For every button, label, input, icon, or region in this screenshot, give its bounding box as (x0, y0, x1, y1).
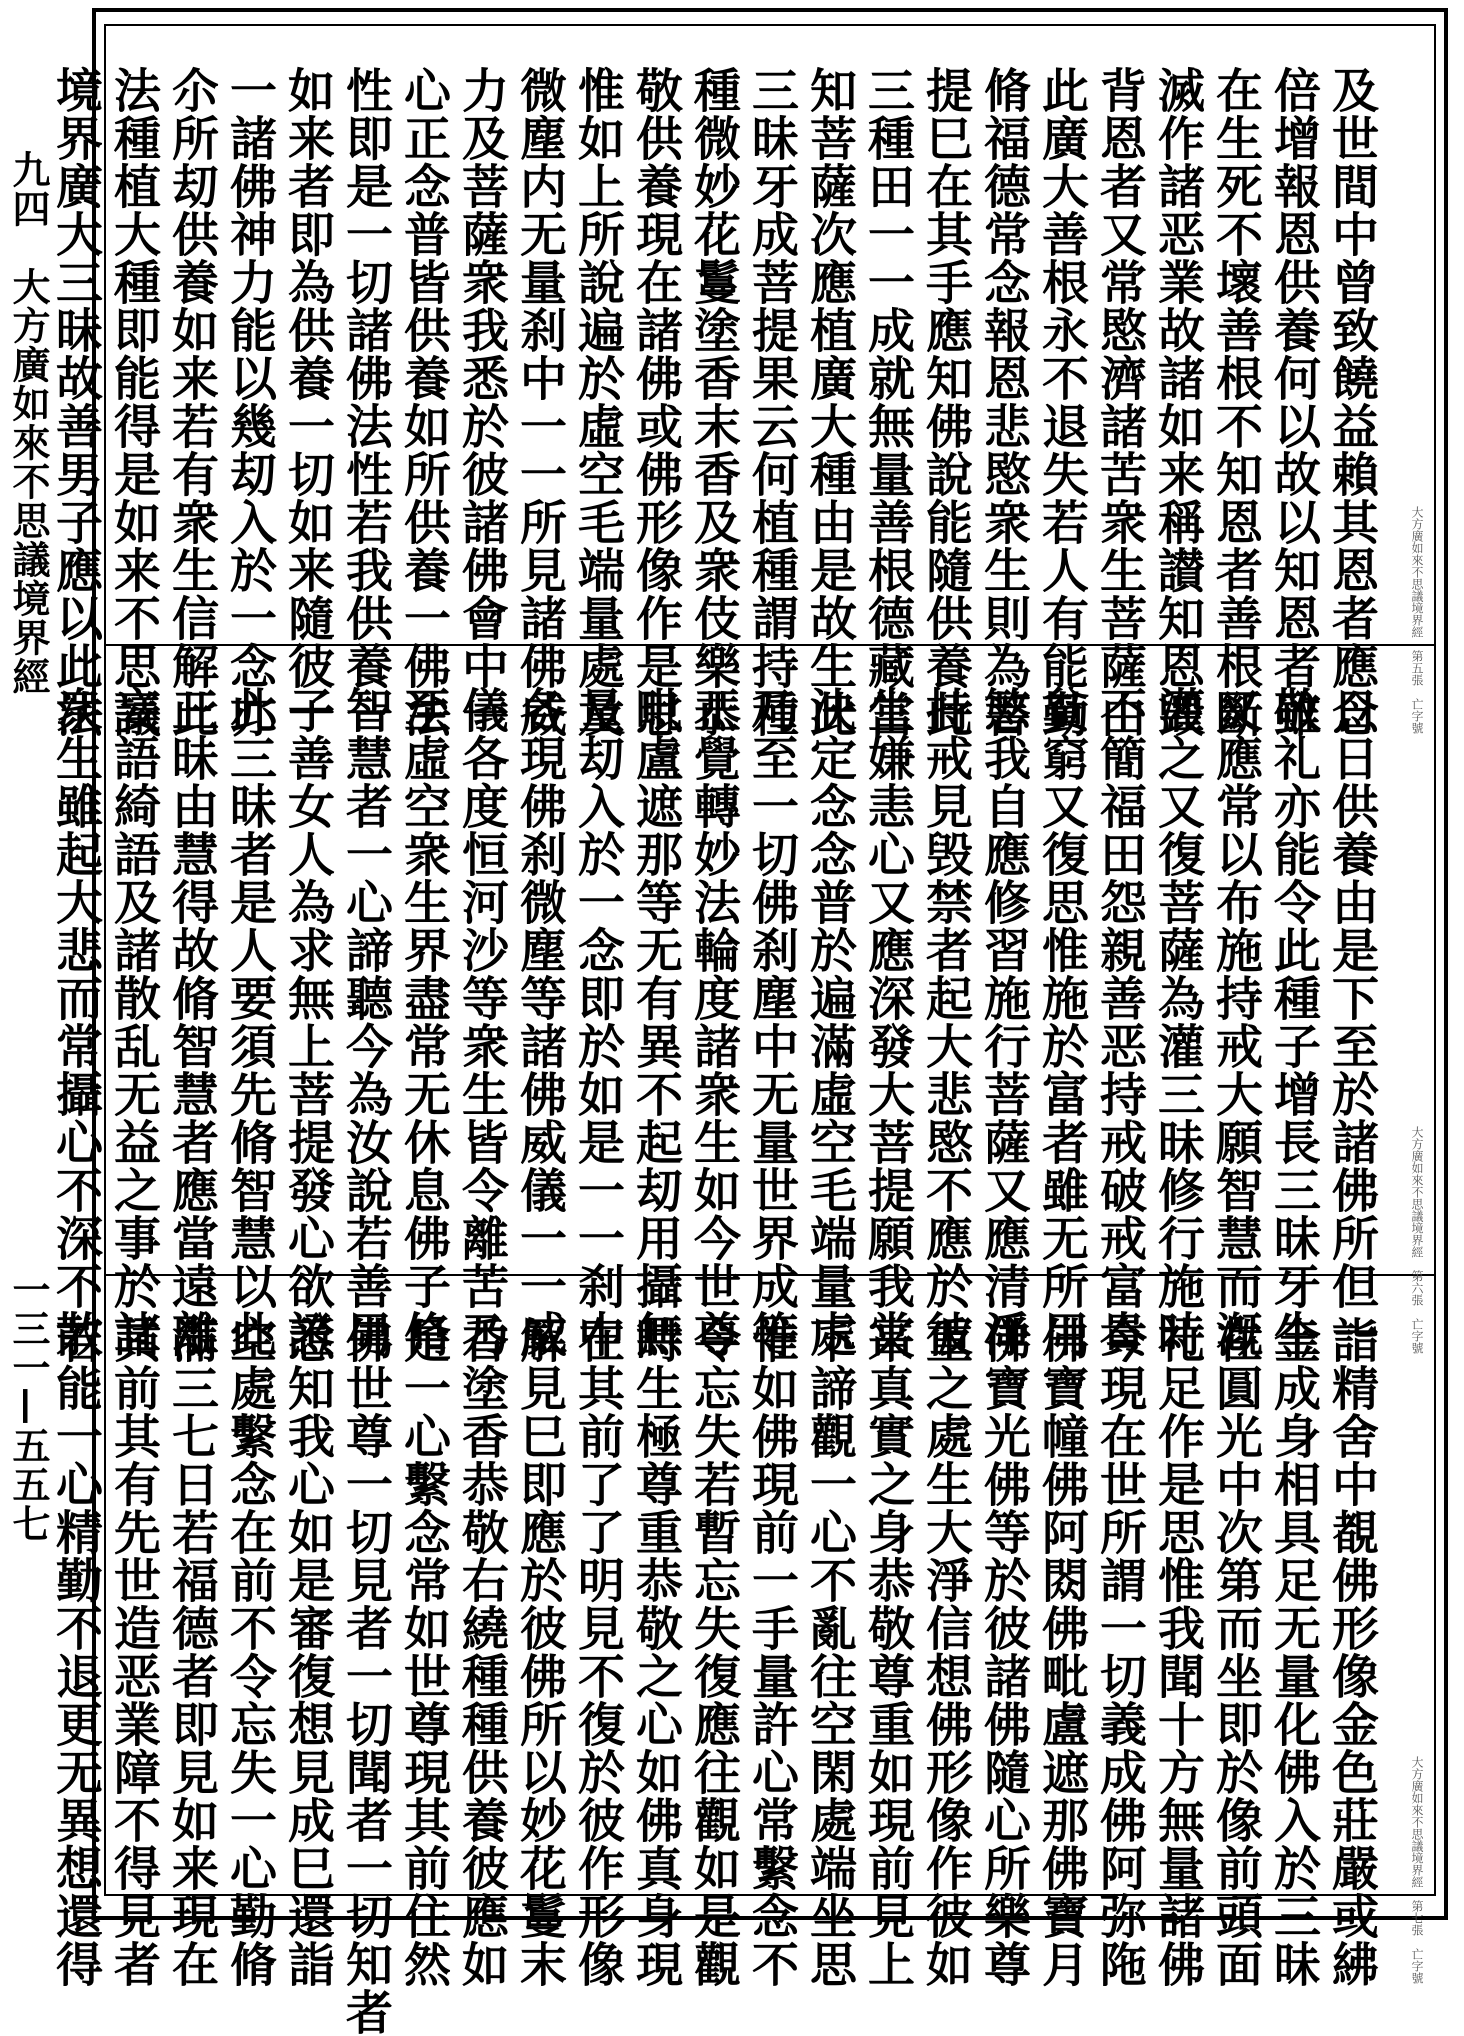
text-column: 性即是一切諸佛法性若我供養一 (338, 66, 393, 738)
text-column: 在其前了了明見不復於彼作形像 (570, 1316, 625, 1988)
sidebar-page-number: 一三一—五五七 (6, 1270, 51, 1543)
text-column: 重之處生大淨信想佛形像作彼如 (918, 1316, 973, 1988)
text-column: 悉知我心如是審復想見成巳還詣 (280, 1316, 335, 1988)
margin-note: 大方廣如來不思議境界經 第五張 亡字號 (1410, 506, 1424, 734)
text-column: 滅作諸恶業故諸如来稱讃知恩毁 (1150, 66, 1205, 738)
text-column: 衆生雖起大悲而常攝心不深不散 (48, 686, 103, 1358)
text-column: 三昧牙成菩提果云何植種謂持種 (744, 66, 799, 738)
text-column: 一諸佛神力能以幾刧入於一念亦 (222, 66, 277, 738)
text-column: 種微妙花鬘塗香末香及衆伎樂恭 (686, 66, 741, 738)
text-column: 在圓光中次第而坐即於像前頭面 (1208, 1316, 1263, 1988)
text-column: 心正念普皆供養如所供養一佛法 (396, 66, 451, 738)
text-column: 子善女人為求無上菩提發心欲證 (280, 686, 335, 1358)
text-column: 持戒見毁禁者起大悲愍不應於彼 (918, 686, 973, 1358)
text-column: 礼足作是思惟我聞十方無量諸佛 (1150, 1316, 1205, 1988)
text-column: 金成身相具足无量化佛入於三昧 (1266, 1316, 1321, 1988)
text-column: 乃至一切佛刹塵中无量世界成等 (744, 686, 799, 1358)
text-column: 境界廣大三昧故善男子應以此法 (48, 66, 103, 738)
text-column: 此三昧者是人要須先脩智慧以此 (222, 686, 277, 1358)
text-column: 至虛空衆生界盡常无休息佛子脩 (396, 686, 451, 1358)
text-column: 空處繫念在前不令忘失一心勤脩 (222, 1316, 277, 1988)
text-column: 敬供養現在諸佛或佛形像作是思 (628, 66, 683, 738)
text-column: 佛世尊一切見者一切聞者一切知者 (338, 1316, 393, 2036)
margin-note: 大方廣如來不思議境界經 第六張 亡字號 (1410, 1126, 1424, 1354)
text-column: 智慧者一心諦聽今為汝說若善男 (338, 686, 393, 1358)
text-column: 今現在世所謂一切義成佛阿弥陁 (1092, 1316, 1147, 1988)
text-column: 三昧由慧得故脩智慧者應當遠離 (164, 686, 219, 1358)
text-column: 香塗香恭敬右繞種種供養彼應如 (454, 1316, 509, 1988)
text-column: 倍增報恩供養何以故以知恩者雖 (1266, 66, 1321, 738)
text-column: 令忘失若暫忘失復應往觀如是觀 (686, 1316, 741, 1988)
text-column: 知菩薩次應植廣大種由是故生此 (802, 66, 857, 738)
text-column: 来真實之身恭敬尊重如現前見上 (860, 1316, 915, 1988)
text-column: 佛寶光佛等於彼諸佛隨心所樂尊 (976, 1316, 1031, 1988)
text-column: 貧窮又復思惟施於富者雖无所用 (1034, 686, 1089, 1358)
panel-columns (48, 26, 1380, 738)
text-column: 其前其有先世造恶業障不得見者 (106, 1316, 161, 1988)
panel-columns (48, 646, 1380, 1358)
text-column: 惟如上所說遍於虛空毛端量處及 (570, 66, 625, 738)
text-column: 又應常以布施持戒大願智慧而漑 (1208, 686, 1263, 1358)
text-column: 不簡福田怨親善恶持戒破戒富貴 (1092, 686, 1147, 1358)
text-column: 量刧入於一念即於如是一一刹中 (570, 686, 625, 1358)
text-column: 各現佛刹微塵等諸佛威儀一一威 (512, 686, 567, 1358)
text-column: 詣精舍中覩佛形像金色莊嚴或紼 (1324, 1316, 1379, 1988)
text-panel-2 (48, 646, 1434, 1358)
text-column: 背恩者又常愍濟諸苦衆生菩薩由 (1092, 66, 1147, 738)
text-column: 脩福德常念報恩悲愍衆生則為菩 (976, 66, 1031, 738)
text-column: 日日供養由是下至於諸佛所但一 (1324, 686, 1379, 1358)
text-column: 法種植大種即能得是如来不思議 (106, 66, 161, 738)
text-panel-1 (48, 26, 1434, 738)
text-column: 在生死不壞善根不知恩者善根斷 (1208, 66, 1263, 738)
text-column: 儀各度恒河沙等衆生皆令離苦乃 (454, 686, 509, 1358)
text-column: 是一心繫念常如世尊現其前住然 (396, 1316, 451, 1988)
text-column: 尒所刧供養如来若有衆生信解此 (164, 66, 219, 738)
text-column: 毗盧遮那等无有異不起刧用攝無 (628, 686, 683, 1358)
text-panel-3 (48, 1276, 1434, 2036)
text-column: 提巳在其手應知佛說能隨供養此 (918, 66, 973, 738)
text-column: 灌之又復菩薩為灌三昧修行施時 (1150, 686, 1205, 1358)
text-column: 及世間中曾致饒益賴其恩者應念 (1324, 66, 1379, 738)
text-column: 若能一心精勤不退更无異想還得 (48, 1316, 103, 1988)
text-column: 三種田一一成就無量善根德藏當 (860, 66, 915, 738)
text-column: 決定念念普於遍滿虛空毛端量處 (802, 686, 857, 1358)
text-column: 下諦觀一心不亂往空閑處端坐思 (802, 1316, 857, 1988)
text-column: 時生極尊重恭敬之心如佛真身現 (628, 1316, 683, 1988)
text-column: 敬礼亦能令此種子增長三昧牙生 (1266, 686, 1321, 1358)
margin-note: 大方廣如來不思議境界經 第七張 亡字號 (1410, 1756, 1424, 1984)
text-column: 慜我自應修習施行菩薩又應清淨 (976, 686, 1031, 1358)
text-column: 如来者即為供養一切如来隨彼一 (280, 66, 335, 738)
text-column: 生嫌恚心又應深發大菩提願我當 (860, 686, 915, 1358)
text-column: 妄語綺語及諸散乱无益之事於諸 (106, 686, 161, 1358)
text-column: 微塵内无量刹中一一所見諸佛威 (512, 66, 567, 738)
text-column: 正覺轉妙法輪度諸衆生如今世尊 (686, 686, 741, 1358)
sidebar-title: 九四 大方廣如來不思議境界經 (6, 150, 51, 696)
text-column: 力及菩薩衆我悉於彼諸佛會中一 (454, 66, 509, 738)
text-column: 惟如佛現前一手量許心常繫念不 (744, 1316, 799, 1988)
text-column: 滿三七日若福德者即見如来現在 (164, 1316, 219, 1988)
panel-columns (48, 1276, 1380, 2036)
text-column: 解見巳即應於彼佛所以妙花鬘末 (512, 1316, 567, 1988)
text-column: 此廣大善根永不退失若人有能勤 (1034, 66, 1089, 738)
text-column: 佛寶幢佛阿閦佛毗盧遮那佛寶月 (1034, 1316, 1089, 1988)
